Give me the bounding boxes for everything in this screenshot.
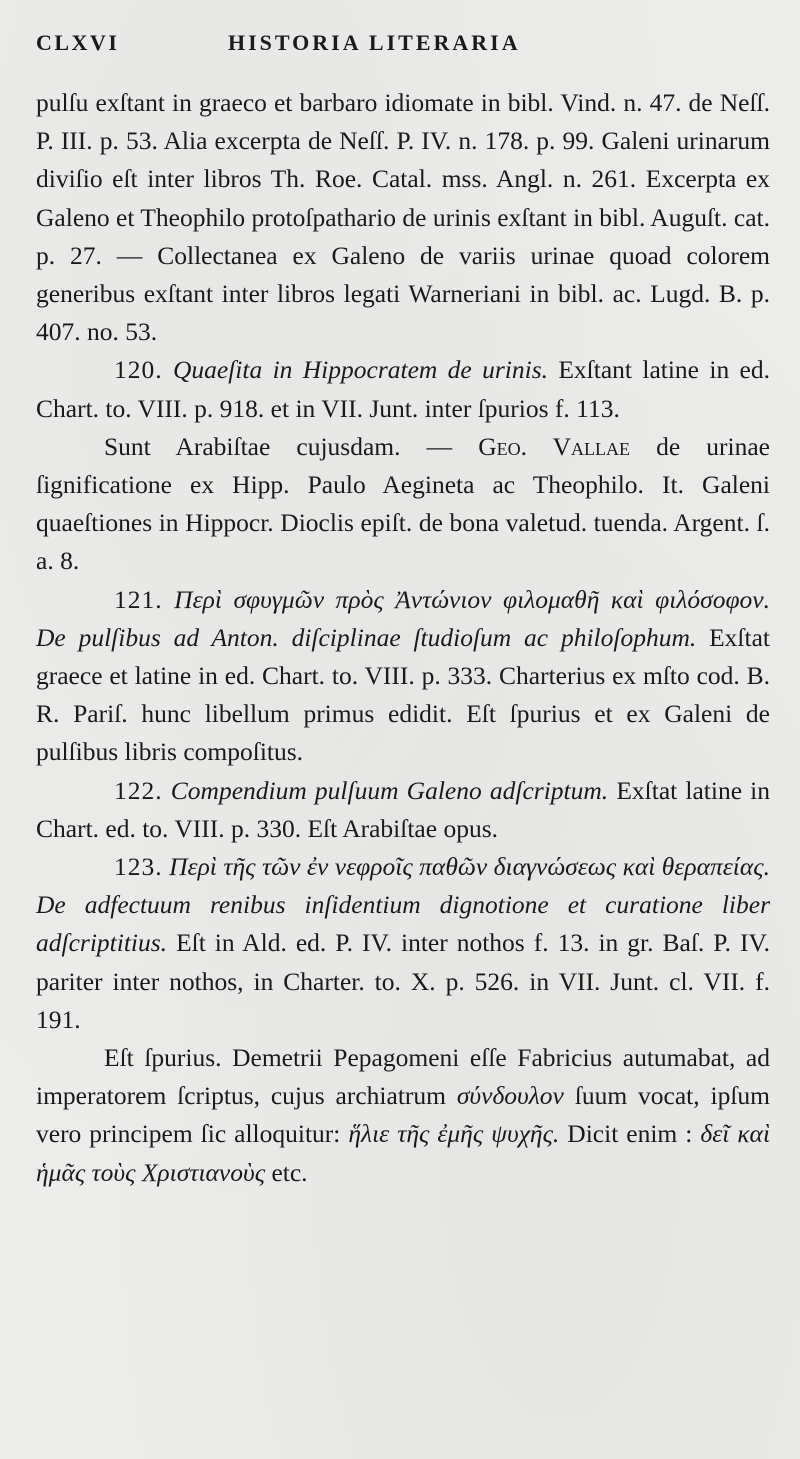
page-number: CLXVI bbox=[36, 30, 120, 55]
entry-text: Exſtat latine in Chart. ed. to. VIII. p. 330. Eſt Arabiſtae opus. bbox=[36, 775, 771, 843]
body-text bbox=[36, 84, 770, 1192]
note-text: Eſt ſpurius. Demetrii Pepagomeni eſſe Fabricius autumabat, ad imperatorem ſcriptus, cujus archiatrum bbox=[36, 1043, 770, 1111]
note-text: de urinae ſignificatione ex Hipp. Paulo Aegineta ac Theophilo. It. Galeni quaeſtiones in Hippocr. Dioclis epiſt. de bona valetud. tuenda. Argent. ſ. a. 8. bbox=[36, 431, 770, 576]
continuation-paragraph: pulſu exſtant in graeco et barbaro idiomate in bibl. Vind. n. 47. de Neſſ. P. III. p. 53. Alia excerpta de Neſſ. P. IV. n. 178. p. 99. Galeni urinarum diviſio eſt inter libros Th. Roe. Catal. mss. Angl. n. 261. Excerpta ex Galeno et Theophilo protoſpathario de urinis exſtant in bibl. Auguſt. cat. p. 27. — Collectanea ex Galeno de variis urinae quoad colorem generibus exſtant inter libros legati Warneriani in bibl. ac. Lugd. B. p. 407. no. 53. bbox=[36, 88, 770, 347]
entry-123 bbox=[36, 848, 770, 1039]
entry-number: 121. bbox=[114, 584, 163, 614]
note-text: Dicit enim : bbox=[567, 1119, 693, 1149]
entry-text: Eſt in Ald. ed. P. IV. inter nothos f. 13. in gr. Baſ. P. IV. pariter inter nothos, in Charter. to. X. p. 526. in VII. Junt. cl. VII. f. 191. bbox=[36, 928, 770, 1034]
running-header bbox=[36, 30, 796, 62]
note-text: Sunt Arabiſtae cujusdam. — bbox=[104, 431, 453, 461]
entry-number: 122. bbox=[114, 775, 163, 805]
entry-number: 120. bbox=[114, 355, 163, 385]
entry-title: Περὶ σφυγμῶν πρὸς Ἀντώνιον φιλομαθῆ καὶ φιλόσοφον. De pulſibus ad Anton. diſciplinae ſtudioſum ac philoſophum. bbox=[36, 584, 770, 652]
entry-120 bbox=[36, 351, 770, 427]
entry-122 bbox=[36, 772, 770, 848]
author-name: Geo. Vallae bbox=[478, 431, 631, 461]
entry-text: Exſtant latine in ed. Chart. to. VIII. p. 918. et in VII. Junt. inter ſpurios f. 113. bbox=[36, 355, 770, 423]
entry-121 bbox=[36, 581, 770, 772]
running-title: HISTORIA LITERARIA bbox=[228, 30, 521, 55]
entry-123-note bbox=[36, 1039, 770, 1192]
entry-number: 123. bbox=[114, 852, 163, 882]
note-text: etc. bbox=[271, 1157, 308, 1187]
entry-text: Exſtat graece et latine in ed. Chart. to. VIII. p. 333. Charterius ex mſto cod. B. R. Pariſ. hunc libellum primus edidit. Eſt ſpurius et ex Galeni de pulſibus libris compoſitus. bbox=[36, 622, 771, 767]
greek-quote: δεῖ καὶ ἡμᾶς τοὺς Χριστιανοὺς bbox=[36, 1119, 771, 1187]
entry-title: Quaeſita in Hippocratem de urinis. bbox=[172, 355, 548, 385]
note-text: ſuum vocat, ipſum vero principem ſic alloquitur: bbox=[36, 1081, 770, 1149]
greek-quote: σύνδουλον bbox=[456, 1081, 564, 1111]
entry-title: Compendium pulſuum Galeno adſcriptum. bbox=[170, 775, 609, 805]
entry-120-note bbox=[36, 428, 770, 581]
greek-quote: ἥλιε τῆς ἐμῆς ψυχῆς. bbox=[348, 1119, 560, 1149]
entry-title: Περὶ τῆς τῶν ἐν νεφροῖς παθῶν διαγνώσεως καὶ θεραπείας. De adfectuum renibus inſidentium dignotione et curatione liber adſcriptitius. bbox=[36, 852, 770, 958]
